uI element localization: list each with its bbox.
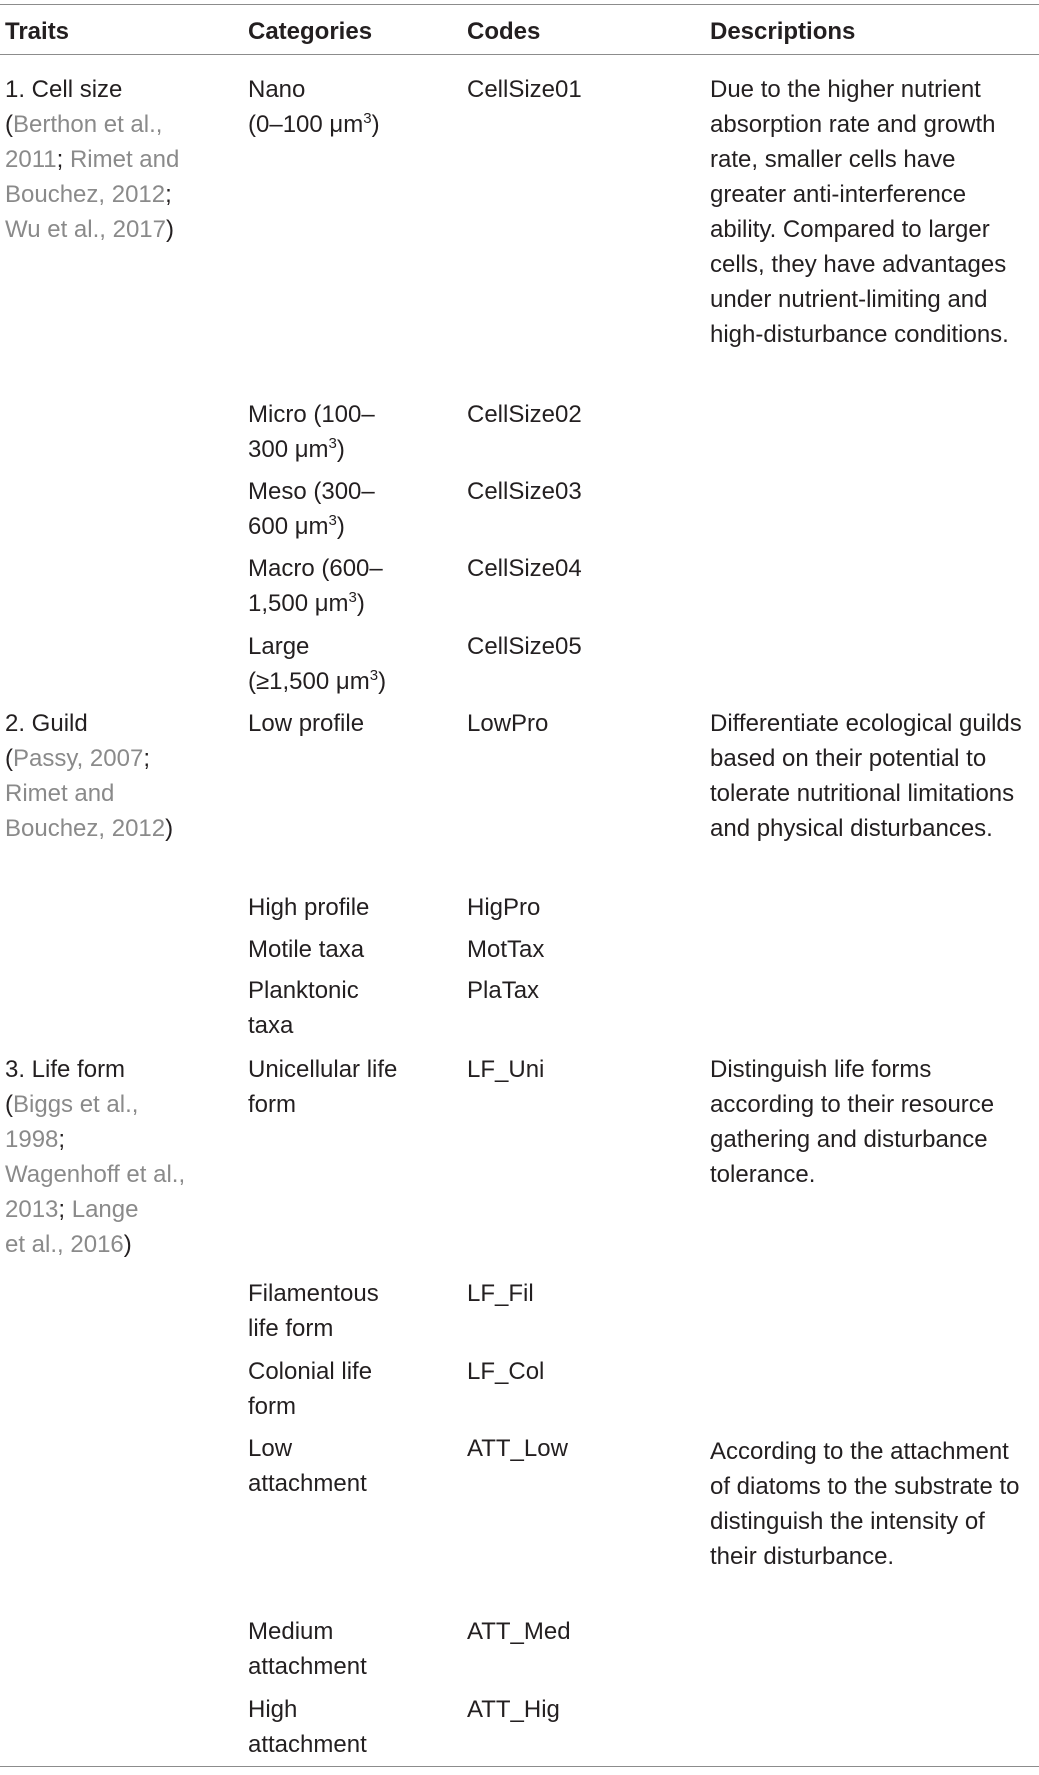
header-traits: Traits: [5, 18, 70, 45]
code-cell: LF_Fil: [467, 1280, 534, 1307]
trait-name: 2. Guild: [5, 710, 88, 737]
trait-description: Due to the higher nutrient absorption rate and growth rate, smaller cells have greater anti-interference ability. Compared to larger cells, they have advantages under nutrient-limiting and high-disturbance conditions.: [710, 76, 1009, 348]
header-codes: Codes: [467, 18, 541, 45]
reference-link[interactable]: et al., 2016: [5, 1231, 124, 1258]
category-cell: Unicellular life form: [248, 1056, 398, 1118]
code-cell: CellSize01: [467, 76, 582, 103]
reference-link[interactable]: Passy, 2007: [13, 745, 144, 772]
code-cell: LowPro: [467, 710, 549, 737]
code-cell: LF_Uni: [467, 1056, 545, 1083]
reference-link[interactable]: 2013: [5, 1196, 59, 1223]
category-cell: Meso (300– 600 $\mu m^3$): [248, 478, 375, 540]
category-cell: Motile taxa: [248, 936, 365, 963]
category-cell: Low attachment: [248, 1435, 367, 1497]
bottom-rule: [0, 1766, 1039, 1767]
code-cell: ATT_Med: [467, 1618, 571, 1645]
code-cell: CellSize05: [467, 633, 582, 660]
header-descriptions: Descriptions: [710, 18, 856, 45]
category-cell: Filamentous life form: [248, 1280, 379, 1342]
code-cell: LF_Col: [467, 1358, 545, 1385]
category-cell: Medium attachment: [248, 1618, 367, 1680]
reference-link[interactable]: Rimet and: [69, 146, 180, 173]
trait-description: According to the attachment of diatoms to the substrate to distinguish the intensity of their disturbance.: [710, 1438, 1020, 1570]
trait-life-form: 3. Life form (Biggs et al., 1998; Wagenhoff et al., 2013; Lange et al., 2016): [5, 1052, 205, 1262]
reference-link[interactable]: Rimet and: [5, 780, 115, 807]
code-cell: CellSize02: [467, 401, 582, 428]
category-cell: Low profile: [248, 710, 365, 737]
code-cell: CellSize03: [467, 478, 582, 505]
reference-link[interactable]: Berthon et al.,: [13, 111, 163, 138]
code-cell: PlaTax: [467, 977, 540, 1004]
code-cell: MotTax: [467, 936, 545, 963]
reference-link[interactable]: 1998: [5, 1126, 59, 1153]
trait-cell-size: 1. Cell size (Berthon et al., 2011; Rimet and Bouchez, 2012; Wu et al., 2017): [5, 72, 205, 247]
category-cell: Large (≥1,500 $\mu m^3$): [248, 633, 387, 695]
reference-link[interactable]: Wagenhoff et al.,: [5, 1161, 186, 1188]
top-rule: [0, 4, 1039, 5]
trait-name: 3. Life form: [5, 1056, 126, 1083]
category-cell: Nano (0–100 $\mu m^3$): [248, 76, 380, 138]
category-cell: Colonial life form: [248, 1358, 373, 1420]
trait-description: Differentiate ecological guilds based on their potential to tolerate nutritional limitations and physical disturbances.: [710, 710, 1022, 842]
category-cell: Planktonic taxa: [248, 977, 359, 1039]
trait-description: Distinguish life forms according to their resource gathering and disturbance tolerance.: [710, 1056, 995, 1188]
reference-link[interactable]: 2011: [5, 146, 57, 173]
code-cell: CellSize04: [467, 555, 582, 582]
category-cell: Macro (600– 1,500 $\mu m^3$): [248, 555, 383, 617]
reference-link[interactable]: Biggs et al.,: [13, 1091, 139, 1118]
category-cell: High attachment: [248, 1696, 367, 1758]
header-categories: Categories: [248, 18, 373, 45]
category-cell: High profile: [248, 894, 370, 921]
reference-link[interactable]: Bouchez, 2012: [5, 815, 166, 842]
code-cell: ATT_Low: [467, 1435, 568, 1462]
header-rule: [0, 54, 1039, 55]
category-cell: Micro (100– 300 $\mu m^3$): [248, 401, 375, 463]
code-cell: ATT_Hig: [467, 1696, 560, 1723]
trait-guild: 2. Guild (Passy, 2007; Rimet and Bouchez, 2012): [5, 706, 205, 846]
reference-link[interactable]: Lange: [71, 1196, 139, 1223]
code-cell: HigPro: [467, 894, 541, 921]
reference-link[interactable]: Wu et al., 2017: [5, 216, 166, 243]
trait-name: 1. Cell size: [5, 76, 123, 103]
reference-link[interactable]: Bouchez, 2012: [5, 181, 166, 208]
